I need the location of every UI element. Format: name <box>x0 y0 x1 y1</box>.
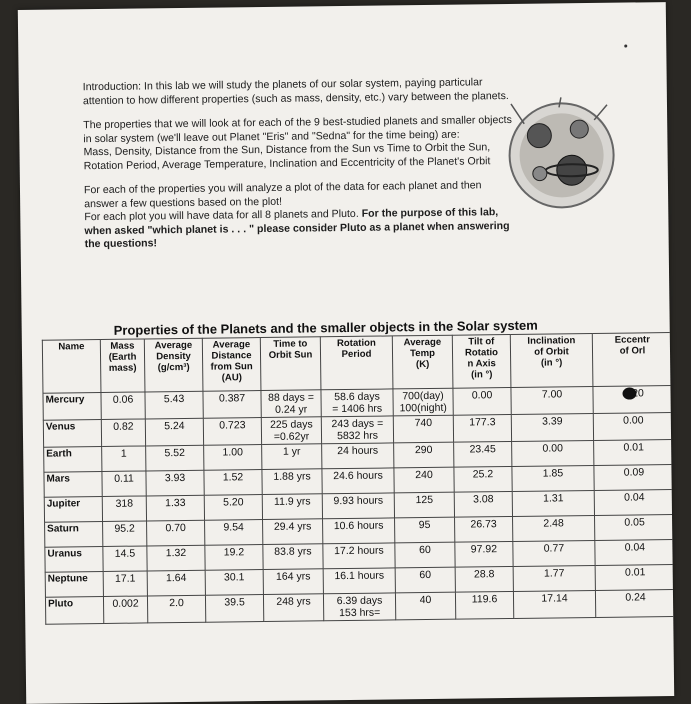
cell-temp: 95 <box>395 517 455 543</box>
cell-mass: 0.11 <box>102 471 146 497</box>
cell-eccentricity: 0.00 <box>593 413 673 441</box>
cell-eccentricity: 0.24 <box>595 589 674 617</box>
cell-distance: 30.1 <box>205 570 263 596</box>
cell-eccentricity: 0.04 <box>594 490 674 516</box>
plot-data-text: For each plot you will have data for all 8 planets and Pluto. <box>84 207 362 224</box>
cell-inclination: 0.00 <box>512 440 594 466</box>
worksheet-page <box>18 2 674 704</box>
cell-eccentricity: 0.01 <box>595 564 674 590</box>
cell-tilt: 26.73 <box>455 516 513 542</box>
table-header-row <box>42 333 673 394</box>
cell-orbit-time: 1 yr <box>262 444 322 470</box>
header-distance: Average Distance from Sun (AU) <box>202 338 261 392</box>
cell-temp: 240 <box>394 467 454 493</box>
cell-inclination: 7.00 <box>511 386 593 414</box>
header-density: Average Density (g/cm³) <box>144 338 203 392</box>
header-eccentricity: Eccentr of Orl <box>592 333 673 387</box>
cell-density: 5.24 <box>145 418 203 446</box>
cell-eccentricity: 0.09 <box>594 465 674 491</box>
cell-tilt: 119.6 <box>455 591 513 619</box>
cell-density: 5.52 <box>146 445 204 471</box>
cell-eccentricity-value: 20 <box>632 387 644 400</box>
cell-density: 3.93 <box>146 470 204 496</box>
cell-distance: 1.52 <box>204 470 262 496</box>
cell-inclination: 1.85 <box>512 465 594 491</box>
planet-properties-table <box>42 332 674 625</box>
cell-temp: 60 <box>395 567 455 593</box>
header-tilt: Tilt of Rotatio n Axis (in °) <box>452 334 511 388</box>
cell-mass: 0.06 <box>101 392 145 420</box>
cell-inclination: 1.31 <box>512 490 594 516</box>
cell-inclination: 0.77 <box>513 540 595 566</box>
cell-temp: 700(day) 100(night) <box>393 388 453 416</box>
header-rotation: Rotation Period <box>320 336 393 390</box>
solar-system-illustration-icon <box>499 95 620 216</box>
cell-density: 1.33 <box>146 495 204 521</box>
cell-eccentricity: 0.01 <box>594 440 674 466</box>
cell-inclination: 2.48 <box>513 515 595 541</box>
cell-temp: 290 <box>394 442 454 468</box>
cell-rotation: 9.93 hours <box>322 493 394 519</box>
cell-name: Saturn <box>45 521 103 547</box>
table-title: Properties of the Planets and the smaller objects in the Solar system <box>113 317 538 338</box>
cell-orbit-time: 11.9 yrs <box>262 494 322 520</box>
cell-rotation: 16.1 hours <box>323 568 395 594</box>
cell-orbit-time: 164 yrs <box>263 569 323 595</box>
header-mass: Mass (Earth mass) <box>100 339 145 393</box>
cell-orbit-time: 88 days = 0.24 yr <box>261 390 321 418</box>
cell-name: Jupiter <box>44 496 102 522</box>
cell-rotation: 58.6 days = 1406 hrs <box>321 389 393 417</box>
cell-eccentricity: 0.04 <box>595 539 674 565</box>
properties-list-text: Mass, Density, Distance from the Sun, Distance from the Sun vs Time to Orbit the Sun, Rotation Period, Average Temperature, Inclination and Eccentricity of the Planet's Orbit <box>83 141 491 172</box>
cell-tilt: 0.00 <box>453 387 511 415</box>
cell-orbit-time: 248 yrs <box>263 594 323 622</box>
cell-distance: 19.2 <box>205 545 263 571</box>
cell-name: Uranus <box>45 546 103 572</box>
cell-temp: 40 <box>395 592 455 620</box>
cell-name: Venus <box>43 419 101 447</box>
cell-distance: 0.387 <box>203 391 261 419</box>
cell-mass: 0.002 <box>103 596 147 624</box>
cell-distance: 5.20 <box>204 495 262 521</box>
cell-eccentricity: 0.05 <box>595 514 675 540</box>
cell-temp: 740 <box>393 415 453 443</box>
instructions-paragraph <box>84 179 515 252</box>
cell-mass: 14.5 <box>103 546 147 572</box>
cell-orbit-time: 1.88 yrs <box>262 469 322 495</box>
properties-intro-text: The properties that we will look at for each of the 9 best-studied planets and smaller objects in solar system (we'll leave out Planet "Eris" and "Sedna" for the time being) are: <box>83 113 512 145</box>
cell-rotation: 24 hours <box>322 443 394 469</box>
properties-paragraph <box>83 114 514 173</box>
cell-name: Mercury <box>43 392 101 420</box>
cell-rotation: 6.39 days 153 hrs= <box>323 593 395 621</box>
cell-density: 1.32 <box>147 545 205 571</box>
page-mark <box>624 45 627 48</box>
cell-rotation: 17.2 hours <box>323 543 395 569</box>
cell-mass: 17.1 <box>103 571 147 597</box>
cell-distance: 0.723 <box>203 418 261 446</box>
cell-mass: 318 <box>102 496 146 522</box>
cell-tilt: 23.45 <box>454 441 512 467</box>
cell-mass: 1 <box>102 446 146 472</box>
cell-name: Mars <box>44 471 102 497</box>
pluto-note-text: For the purpose of this lab, when asked "which planet is . . . " please consider Pluto as a planet when answering the questions! <box>84 206 510 251</box>
cell-mass: 95.2 <box>103 521 147 547</box>
cell-tilt: 28.8 <box>455 566 513 592</box>
cell-density: 0.70 <box>147 520 205 546</box>
cell-tilt: 177.3 <box>453 414 511 442</box>
cell-density: 1.64 <box>147 570 205 596</box>
cell-inclination: 17.14 <box>513 590 595 618</box>
cell-orbit-time: 29.4 yrs <box>263 519 323 545</box>
cell-eccentricity <box>593 386 673 414</box>
instructions-text: For each of the properties you will analyze a plot of the data for each planet and then answer a few questions based on the plot! <box>83 179 482 210</box>
header-inclination: Inclination of Orbit (in °) <box>510 333 593 387</box>
cell-tilt: 3.08 <box>454 491 512 517</box>
cell-name: Neptune <box>45 571 103 597</box>
cell-rotation: 24.6 hours <box>322 468 394 494</box>
header-name: Name <box>42 340 101 394</box>
cell-density: 5.43 <box>145 391 203 419</box>
cell-mass: 0.82 <box>101 419 145 447</box>
cell-name: Earth <box>44 446 102 472</box>
header-temp: Average Temp (K) <box>392 335 453 389</box>
cell-inclination: 1.77 <box>513 565 595 591</box>
cell-distance: 9.54 <box>205 520 263 546</box>
cell-inclination: 3.39 <box>511 413 593 441</box>
cell-name: Pluto <box>45 596 103 624</box>
cell-temp: 125 <box>394 492 454 518</box>
cell-temp: 60 <box>395 542 455 568</box>
cell-distance: 1.00 <box>204 445 262 471</box>
cell-orbit-time: 83.8 yrs <box>263 544 323 570</box>
cell-tilt: 25.2 <box>454 466 512 492</box>
header-orbit-time: Time to Orbit Sun <box>260 337 321 391</box>
intro-section <box>83 76 515 263</box>
cell-rotation: 243 days = 5832 hrs <box>321 416 393 444</box>
intro-paragraph: Introduction: In this lab we will study the planets of our solar system, paying particular attention to how different properties (such as mass, density, etc.) vary between the planets. <box>82 76 509 107</box>
cell-orbit-time: 225 days =0.62yr <box>261 417 321 445</box>
cell-rotation: 10.6 hours <box>323 518 395 544</box>
cell-tilt: 97.92 <box>455 541 513 567</box>
cell-distance: 39.5 <box>205 595 263 623</box>
cell-density: 2.0 <box>147 595 205 623</box>
